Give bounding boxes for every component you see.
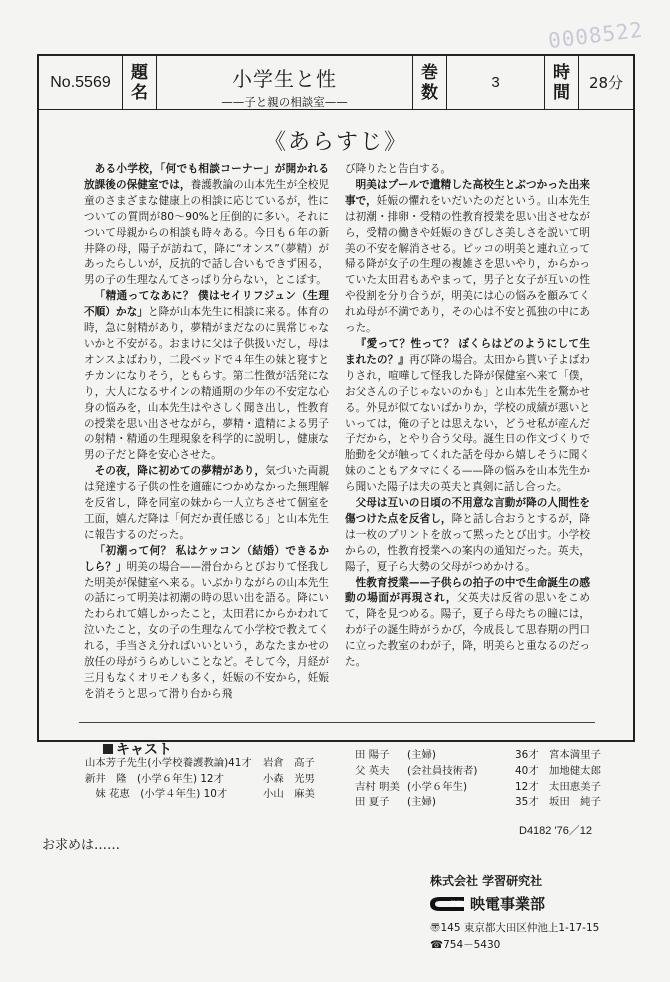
subtitle-text: ——子と親の相談室—— — [221, 95, 348, 109]
paragraph-text: 父英夫は反省の思いをこめて，降を見つめる。陽子，夏子ら母たちの瞳には，わが子の誕生時がうかび，今成長して思春期の門口に立った教室のわが子，降，明美らと重なるのだった。 — [345, 592, 590, 669]
synopsis-paragraph — [84, 162, 329, 289]
time-value: 28分 — [588, 74, 624, 92]
catalog-code: D4182 '76／12 — [519, 825, 593, 837]
cast-actor: 小山 麻美 — [263, 788, 315, 800]
header-table — [39, 56, 633, 110]
cast-row — [355, 764, 615, 780]
cast-row — [355, 780, 615, 796]
cast-actor: 岩倉 高子 — [263, 757, 315, 769]
synopsis-paragraph — [345, 337, 590, 496]
paragraph-text: 養護教論の山本先生が全校児童のさまざまな健康上の相談に応じているが，性についての質問が80〜90%と圧倒的に多い。それについて母親からの相談も時々ある。今日も６年の新井降の母，陽子が訪ねて，降に“オンス”（夢精）があったらしいが，反抗的で話し合いもできず困る，男の子の生理なんてさっぱり分らない，とこぼす。 — [84, 178, 330, 287]
paragraph-text: 妊娠の懼れをいだいたのだという。山本先生は初潮・排卵・受精の性教育授業を思い出させながら，受精の働きや妊娠のきびしさ美しさを説いて明美の不安を解消させる。ピッコの明美と連れ立って帰る降が女子の生理の複雑さを思いやり，からかっていた太田君もあやまって，男子と女子が互いの性や役割を分り合うが，明美には心の悩みを顧みてくれぬ母が不満であり，その心は不安と孤独の中にあった。 — [345, 194, 590, 335]
synopsis-paragraph — [345, 162, 590, 178]
synopsis-paragraph — [345, 496, 590, 576]
cast-occupation: (小学６年生) — [407, 780, 468, 793]
paragraph-lead: 「精通ってなあに？ 僕はセイリフジュン（生理不順）かな」 — [84, 290, 329, 319]
paragraph-text: 再び降の場合。太田から貰い子よばわりされ，喧嘩して怪我した降が保健室へ来て「僕，お父さんの子じゃないのかも」と山本先生を驚かせる。外見が似てないばかりか，学校の成績が悪いといっては，俺の子とは思えない，どうせ私が産んだ子だから，とやり合う父母。誕生日の作文づくりで胎動を父が触ってくれた話を母から嬉しそうに聞く妹のこともアタマにくる——降の悩みを山本先生から聞いた陽子は夫の英夫と真剣に話し合った。 — [345, 353, 591, 494]
paragraph-lead: その夜，降に初めての夢精があり， — [94, 465, 266, 478]
cast-list-left — [85, 756, 355, 803]
publisher-block — [428, 872, 599, 952]
synopsis-paragraph — [84, 464, 329, 544]
cast-role: 田 陽子 — [355, 749, 390, 761]
archive-stamp: 0008522 — [546, 17, 645, 54]
volume-value: 3 — [447, 56, 545, 109]
time-label: 時 間 — [545, 56, 579, 109]
cast-heading: キャスト — [103, 739, 172, 759]
cast-actor: 小森 光男 — [263, 772, 315, 785]
cast-row — [355, 795, 615, 811]
synopsis-paragraph — [345, 178, 590, 337]
cast-role: 妹 花恵 (小学４年生) 10才 — [85, 788, 228, 800]
synopsis-paragraph — [84, 544, 329, 703]
cast-actor: 12才 太田恵美子 — [515, 780, 601, 793]
cast-row — [85, 787, 355, 803]
synopsis-heading: 《あらすじ》 — [263, 130, 408, 155]
volume-label: 巻 数 — [413, 56, 447, 109]
cast-role: 田 夏子 — [355, 796, 390, 809]
gakken-logo-icon — [428, 895, 466, 913]
synopsis-left-column — [84, 162, 329, 703]
publisher-phone: ☎754－5430 — [430, 939, 501, 951]
paragraph-text: と降が山本先生に相談に来る。体育の時，急に射精があり，夢精がまだなのに異常じゃないかと不安がる。おまけに父は子供扱いだし，母はオンスよばわり，二段ベッドで４年生の妹と寝すとチカンになりそう，ともらす。第二性徴が活発になり，大人になるサインの精通期の少年の不安定な心身の悩みを，山本先生はやさしく聞き出し，性教育の授業を思い出させながら，夢精・遺精による男子の射精・精通の生理現象を科学的に説明し，健康な男の子だと降を安心させた。 — [84, 306, 330, 462]
cast-actor: 36才 宮本満里子 — [515, 749, 601, 761]
cast-role: 新井 隆 (小学６年生) 12才 — [85, 772, 224, 785]
cast-occupation: (会社員技術者) — [407, 764, 478, 777]
order-note: お求めは…… — [42, 838, 121, 853]
paragraph-text: 降と話し合おうとするが，降は一枚のプリントを放って黙ったとび出す。小学校からの，性教育授業への案内の通知だった。英夫，陽子，夏子ら大勢の父母がつめかける。 — [345, 512, 591, 573]
svg-text:学研: 学研 — [450, 900, 463, 908]
title-text: 小学生と性 — [232, 67, 337, 91]
paragraph-lead: 性教育授業——子供らの拍子の中で生命誕生の感動の場面が再現され， — [345, 576, 590, 605]
square-bullet-icon — [103, 744, 113, 754]
cast-occupation: (主婦) — [407, 796, 436, 809]
paragraph-text: 気づいた両親は発達する子供の性を適確につかめなかった無理解を反省し，降を同室の妹から一人立ちさせて個室を工面，嬉んだ降は「何だか責任感じる」と山本先生に報告するのだった。 — [84, 465, 330, 541]
paragraph-lead: 「初潮って何？ 私はケッコン（結婚）できるかしら？」 — [84, 544, 329, 573]
film-title — [157, 56, 413, 109]
publisher-company: 株式会社 学習研究社 — [430, 874, 543, 888]
section-divider — [79, 722, 595, 723]
cast-role: 吉村 明美 — [355, 780, 400, 793]
document-frame — [37, 54, 635, 809]
publisher-address: 〠145 東京都大田区仲池上1-17-15 — [430, 922, 600, 934]
paragraph-lead: 父母は互いの日頃の不用意な言動が降の人間性を傷つけた点を反省し， — [345, 497, 590, 525]
cast-list-right — [355, 748, 615, 811]
cast-occupation: (主婦) — [407, 749, 436, 761]
cast-role: 父 英夫 — [355, 764, 390, 777]
synopsis-paragraph — [84, 289, 329, 464]
publisher-division: 学研 映電事業部 — [428, 893, 599, 914]
paragraph-lead: ある小学校，「何でも相談コーナー」が開かれる放課後の保健室では， — [84, 163, 329, 191]
cast-actor: 35才 坂田 純子 — [515, 796, 601, 809]
cast-row — [85, 756, 355, 772]
title-label: 題 名 — [123, 56, 157, 109]
synopsis-right-column — [345, 162, 590, 671]
catalog-number: No.5569 — [39, 56, 123, 109]
synopsis-paragraph — [345, 576, 590, 671]
cast-role: 山本芳子先生(小学校養護教論)41才 — [85, 757, 252, 769]
cast-actor: 40才 加地健太郎 — [515, 764, 601, 777]
paragraph-lead: 『愛って？性って？ ぼくらはどのようにして生まれたの？』 — [345, 337, 590, 366]
cast-row — [355, 748, 615, 764]
paragraph-text: び降りたと告白する。 — [345, 163, 451, 175]
paragraph-lead: 明美はプールで遺精した高校生とぶつかった出来事で， — [345, 178, 590, 207]
cast-row — [85, 772, 355, 788]
paragraph-text: 明美の場合——滑台からとびおりて怪我した明美が保健室へ来る。いぶかりながらの山本先生の話にって明美は初潮の時の思い出を語る。降にいたわられて嬉しかったこと，太田君にからかわれて泣いたこと，女の子の生理なんて小学校で教えてくれる，手当さえ分ればいいという，あなたまかせの放任の母がうらめしいことなど。そして今，月経が三月もなくオリモノも多く，妊娠の不安から，妊娠を消そうと思って滑り台から飛 — [84, 560, 330, 700]
